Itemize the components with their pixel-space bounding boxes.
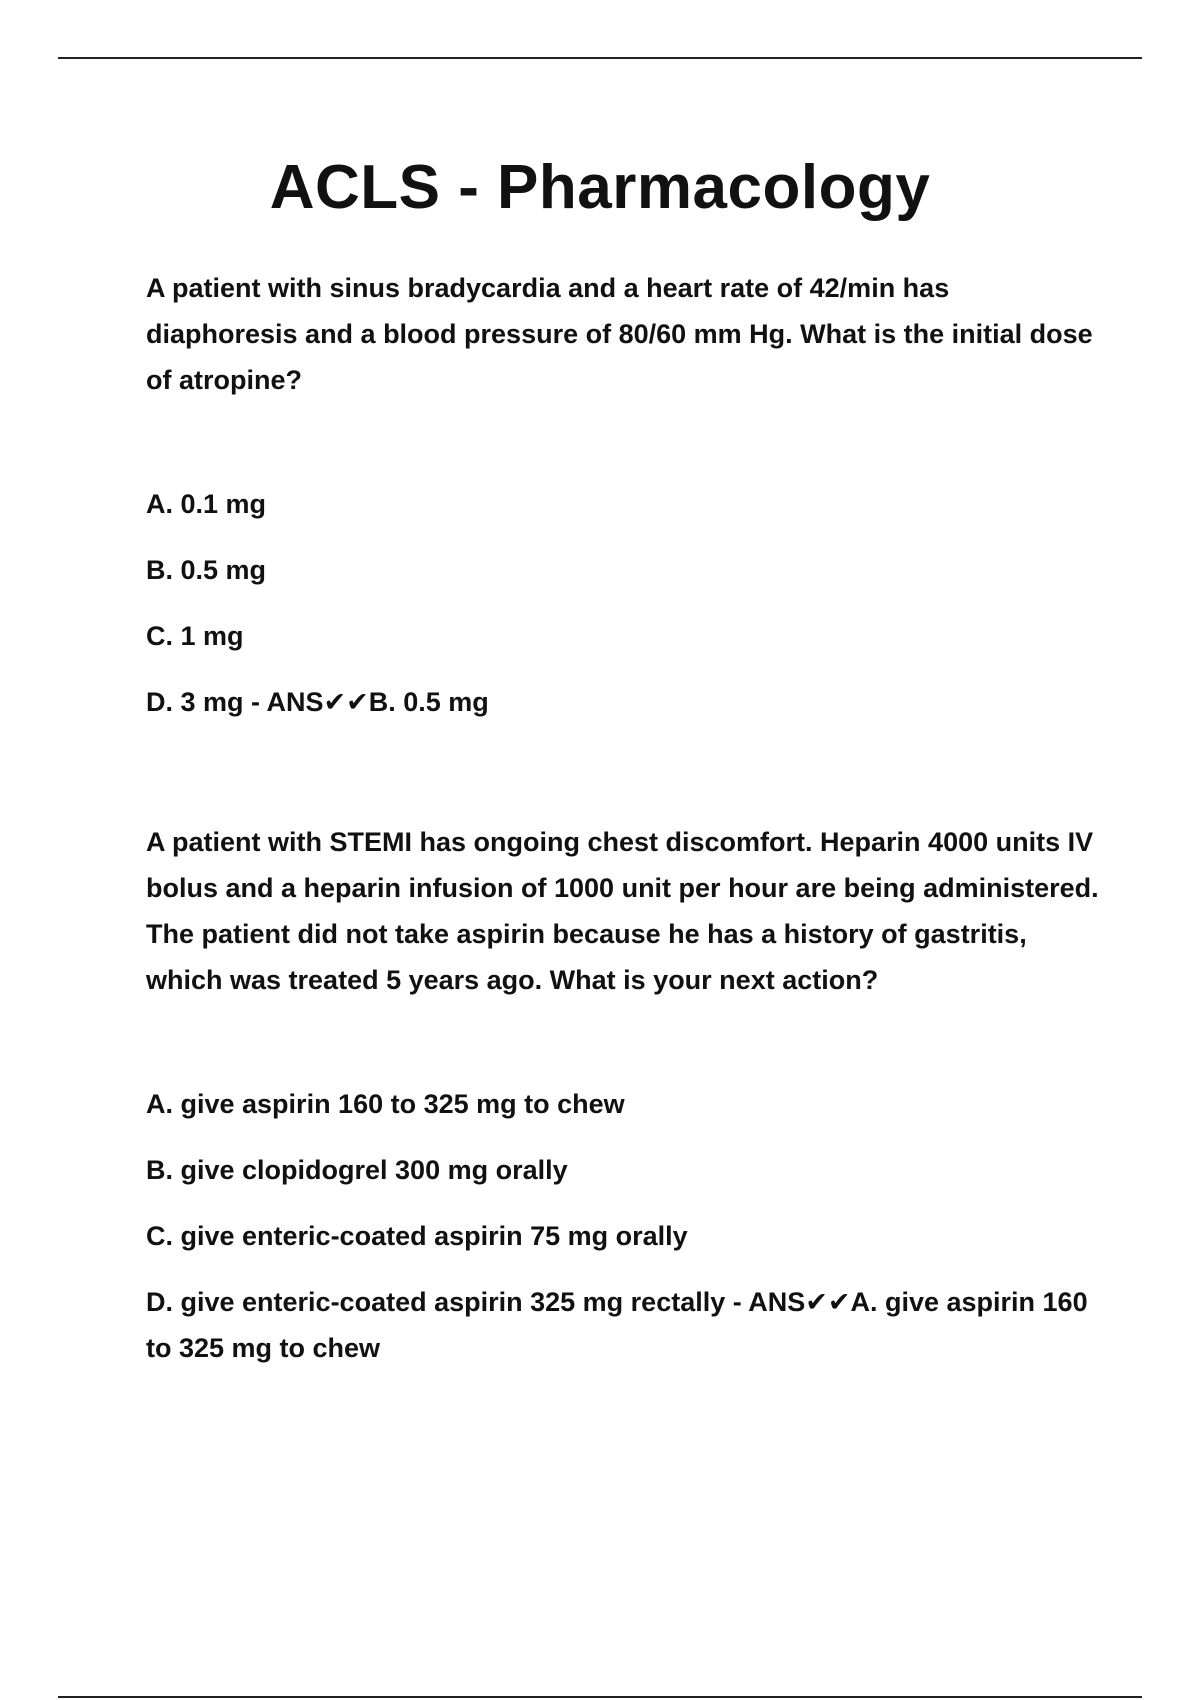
option-d-with-answer: D. 3 mg - ANS✔✔B. 0.5 mg xyxy=(146,687,489,717)
answer-options xyxy=(146,481,1106,725)
question-block-1 xyxy=(146,265,1106,745)
option-c: C. give enteric-coated aspirin 75 mg orally xyxy=(146,1221,688,1251)
bottom-divider xyxy=(58,1696,1142,1698)
answer-options xyxy=(146,1081,1106,1371)
question-text: A patient with sinus bradycardia and a heart rate of 42/min has diaphoresis and a blood pressure of 80/60 mm Hg. What is the initial dose of atropine? xyxy=(146,273,1093,395)
page-title: ACLS - Pharmacology xyxy=(269,153,931,222)
option-b: B. give clopidogrel 300 mg orally xyxy=(146,1155,568,1185)
top-divider xyxy=(58,57,1142,59)
option-a: A. 0.1 mg xyxy=(146,489,267,519)
question-block-2 xyxy=(146,819,1106,1391)
option-a: A. give aspirin 160 to 325 mg to chew xyxy=(146,1089,625,1119)
option-d-with-answer: D. give enteric-coated aspirin 325 mg rectally - ANS✔✔A. give aspirin 160 to 325 mg to chew xyxy=(146,1287,1088,1363)
option-b: B. 0.5 mg xyxy=(146,555,267,585)
question-text: A patient with STEMI has ongoing chest discomfort. Heparin 4000 units IV bolus and a heparin infusion of 1000 unit per hour are being administered. The patient did not take aspirin because he has a history of gastritis, which was treated 5 years ago. What is your next action? xyxy=(146,827,1099,995)
option-c: C. 1 mg xyxy=(146,621,244,651)
